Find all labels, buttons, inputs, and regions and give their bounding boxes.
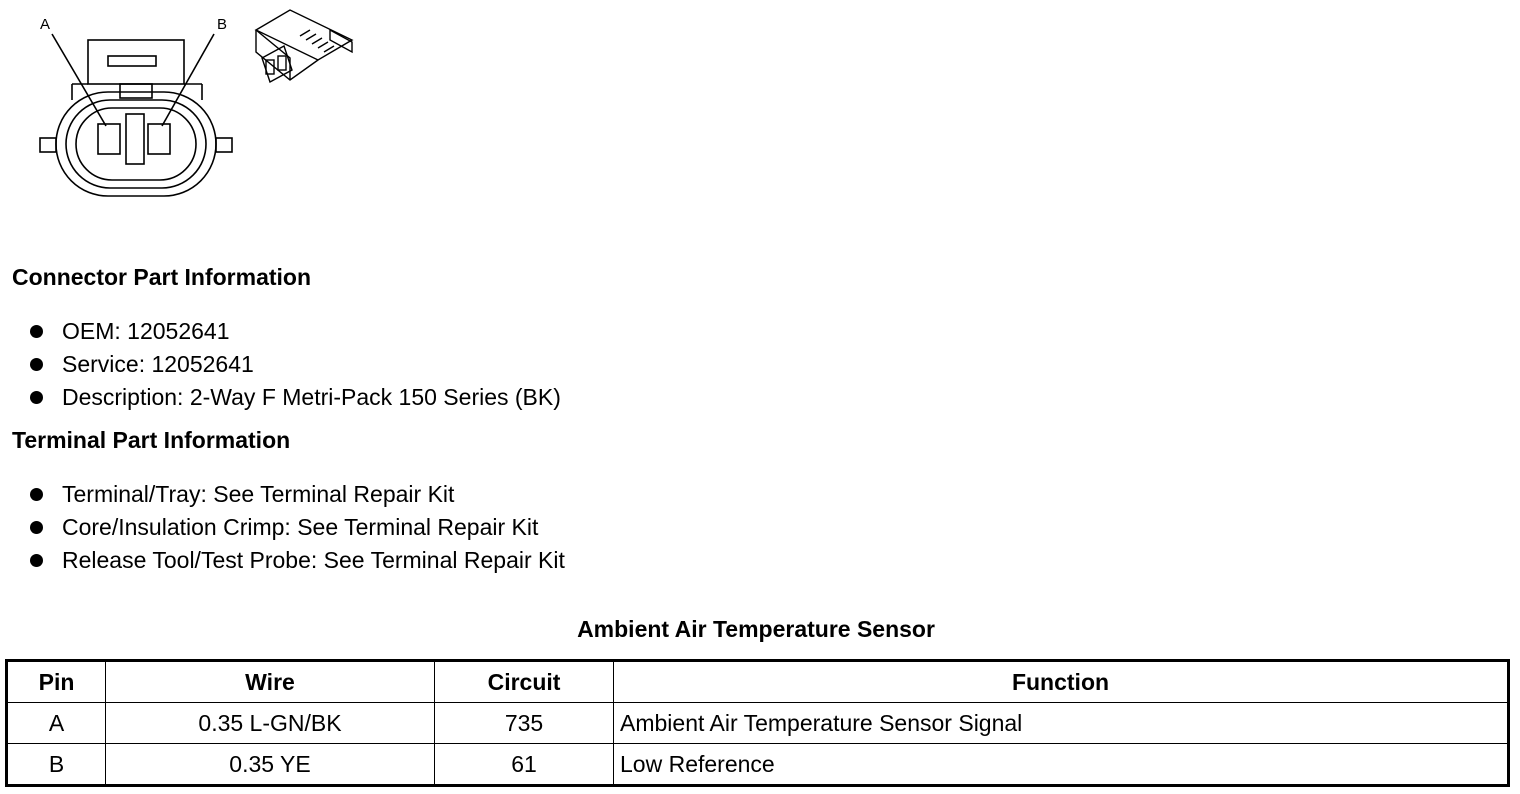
connector-isometric-icon	[256, 10, 352, 82]
list-item: Core/Insulation Crimp: See Terminal Repair Kit	[30, 511, 565, 544]
bullet-icon	[30, 391, 43, 404]
table-row	[7, 744, 1509, 786]
table-row	[7, 703, 1509, 744]
bullet-icon	[30, 521, 43, 534]
pin-cell: B	[7, 744, 106, 786]
wire-cell: 0.35 YE	[106, 744, 435, 786]
list-item: Terminal/Tray: See Terminal Repair Kit	[30, 478, 565, 511]
pin-b-cavity	[148, 124, 170, 154]
terminal-part-info-heading: Terminal Part Information	[12, 427, 291, 453]
function-cell: Ambient Air Temperature Sensor Signal	[614, 703, 1509, 744]
list-item: Description: 2-Way F Metri-Pack 150 Series (BK)	[30, 381, 561, 414]
bullet-icon	[30, 554, 43, 567]
pin-a-cavity	[98, 124, 120, 154]
bullet-icon	[30, 358, 43, 371]
bullet-icon	[30, 325, 43, 338]
pin-cell: A	[7, 703, 106, 744]
circuit-cell: 735	[435, 703, 614, 744]
pin-a-label: A	[40, 16, 51, 33]
column-header-wire: Wire	[106, 661, 435, 703]
wire-cell: 0.35 L-GN/BK	[106, 703, 435, 744]
circuit-cell: 61	[435, 744, 614, 786]
terminal-part-info-list	[30, 478, 565, 577]
connector-part-info-list	[30, 315, 561, 414]
bullet-icon	[30, 488, 43, 501]
list-item: OEM: 12052641	[30, 315, 561, 348]
column-header-circuit: Circuit	[435, 661, 614, 703]
connector-diagram	[0, 0, 400, 230]
list-item: Service: 12052641	[30, 348, 561, 381]
table-title: Ambient Air Temperature Sensor	[577, 616, 935, 642]
pin-table	[5, 659, 1510, 787]
column-header-pin: Pin	[7, 661, 106, 703]
connector-latch	[88, 40, 184, 84]
column-header-function: Function	[614, 661, 1509, 703]
pin-b-label: B	[217, 16, 228, 33]
function-cell: Low Reference	[614, 744, 1509, 786]
list-item: Release Tool/Test Probe: See Terminal Repair Kit	[30, 544, 565, 577]
connector-part-info-heading: Connector Part Information	[12, 264, 312, 290]
table-header-row	[7, 661, 1509, 703]
